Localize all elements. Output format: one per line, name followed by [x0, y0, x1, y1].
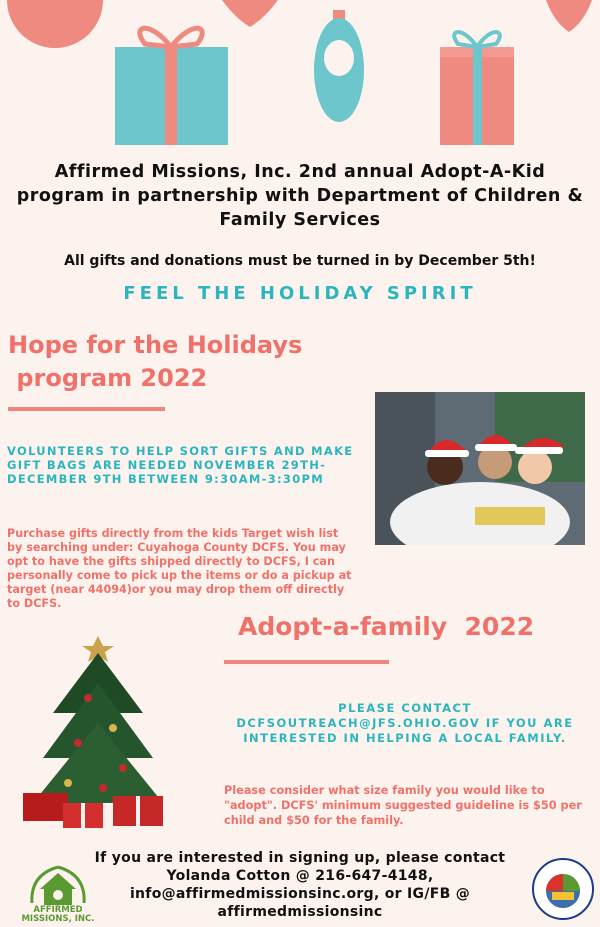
- signup-line1: If you are interested in signing up, please contact: [94, 850, 506, 866]
- deadline-notice: All gifts and donations must be turned in by December 5th!: [64, 253, 536, 269]
- hope-divider: [8, 407, 165, 411]
- gift-coral-icon: [440, 32, 514, 145]
- ornament-top-center-icon: [222, 0, 278, 27]
- purchase-instructions: Purchase gifts directly from the kids Target wish list by searching under: Cuyahoga County DCFS. You may opt to have the gifts shipped directly to DCFS, I can personally come to pick up the items or do a pickup at target (near 44094)or you may drop them off directly to DCFS.: [7, 527, 352, 610]
- logo-text-line1: AFFIRMED: [33, 905, 83, 915]
- ornament-teal-icon: [314, 10, 364, 122]
- county-seal-icon: [532, 858, 594, 920]
- ornament-top-right-icon: [546, 0, 592, 32]
- christmas-tree-icon: [18, 628, 173, 833]
- kids-photo: [375, 392, 585, 545]
- signup-line4: affirmedmissionsinc: [217, 904, 383, 920]
- family-guideline: Please consider what size family you would like to "adopt". DCFS' minimum suggested guideline is $50 per child and $50 for the family.: [224, 784, 582, 827]
- volunteers-notice: VOLUNTEERS TO HELP SORT GIFTS AND MAKE GIFT BAGS ARE NEEDED NOVEMBER 29TH- DECEMBER 9TH BETWEEN 9:30AM-3:30PM: [7, 444, 354, 486]
- holiday-spirit-heading: FEEL THE HOLIDAY SPIRIT: [123, 283, 477, 304]
- signup-line2: Yolanda Cotton @ 216-647-4148,: [166, 868, 434, 884]
- logo-text-line2: MISSIONS, INC.: [21, 914, 95, 924]
- adopt-divider: [224, 660, 389, 664]
- hope-heading-line1: Hope for the Holidays: [8, 331, 303, 359]
- adopt-family-heading: Adopt-a-family 2022: [238, 612, 535, 641]
- ornament-left-icon: [7, 0, 103, 48]
- hope-heading-line2: program 2022: [8, 364, 208, 392]
- signup-line3: info@affirmedmissionsinc.org, or IG/FB @: [129, 886, 471, 902]
- gift-teal-icon: [115, 28, 228, 145]
- contact-notice: PLEASE CONTACT DCFSOUTREACH@JFS.OHIO.GOV IF YOU ARE INTERESTED IN HELPING A LOCAL FAMILY.: [236, 701, 574, 745]
- signup-contact: [80, 849, 520, 921]
- holiday-decorations: [0, 0, 600, 150]
- logo-text: [14, 906, 102, 924]
- hope-heading: [8, 329, 338, 395]
- program-title: Affirmed Missions, Inc. 2nd annual Adopt-A-Kid program in partnership with Department of Children & Family Services: [16, 162, 584, 230]
